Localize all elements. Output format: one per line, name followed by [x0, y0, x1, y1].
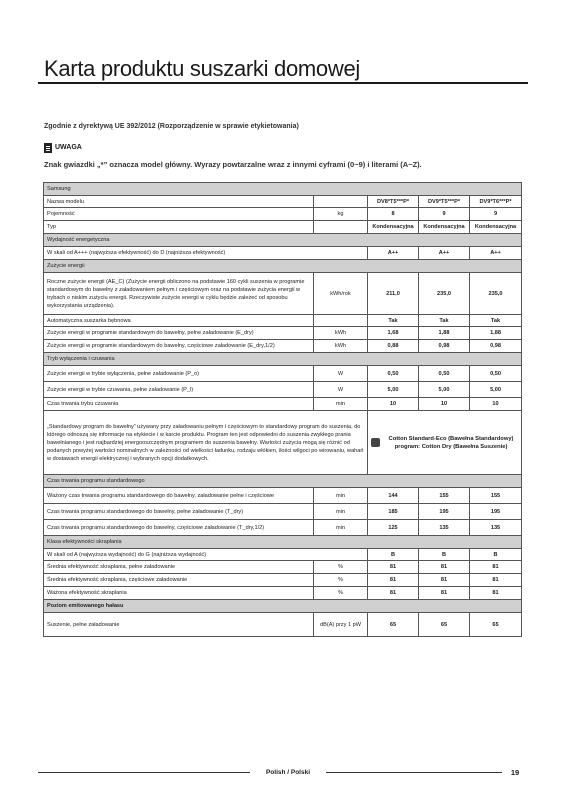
- cell-value: 211,0: [368, 273, 419, 315]
- page-footer: [38, 766, 528, 780]
- row-unit: min: [314, 504, 368, 520]
- row-label: Czas trwania programu standardowego do bawełny, częściowe załadowanie (T_dry,1/2): [44, 520, 314, 536]
- standard-program-note: „Standardowy program do bawełny” używany przy załadowaniu pełnym i częściowym to standardowy program do suszenia, do którego odnoszą się informacje na etykiecie i w karcie produktu. Program ten jest odpowiedni do suszenia zwykłego prania bawełnianego i jest najbardziej energooszczędnym programem do suszenia bawełny. Wartości zużycia mogą się różnić od podanych powyżej wartości nominalnych w zależności od wielkości ładunku, rodzaju włókien, ilości wilgoci po wirowaniu, wahań w dostawach energii elektrycznej i wybranych opcji dodatkowych.: [44, 411, 368, 475]
- product-fiche-table: [43, 182, 522, 637]
- cell-value: 65: [419, 613, 470, 637]
- standard-program-name: Cotton Standard-Eco (Bawełna Standardowy) program: Cotton Dry (Bawełna Suszenie): [388, 435, 514, 450]
- row-unit: dB(A) przy 1 pW: [314, 613, 368, 637]
- cell-value: 81: [419, 561, 470, 574]
- cell-value: 10: [368, 398, 419, 411]
- cell-value: 81: [368, 574, 419, 587]
- cell-value: A++: [470, 247, 522, 260]
- row-unit: kg: [314, 208, 368, 221]
- table-row: [44, 561, 522, 574]
- cell-value: Tak: [368, 315, 419, 327]
- cell-value: 9: [419, 208, 470, 221]
- table-row: [44, 613, 522, 637]
- section-program-time: [44, 475, 522, 488]
- cell-value: 0,98: [470, 340, 522, 353]
- note-heading: [44, 142, 82, 153]
- cell-value: 65: [368, 613, 419, 637]
- row-label: Automatyczna suszarka bębnowa: [44, 315, 314, 327]
- table-row: [44, 196, 522, 208]
- table-row: [44, 366, 522, 382]
- cell-value: 81: [470, 574, 522, 587]
- section-label: Wydajność energetyczna: [44, 234, 522, 247]
- cell-value: A++: [419, 247, 470, 260]
- note-label: UWAGA: [55, 144, 82, 151]
- row-label: Typ: [44, 221, 314, 234]
- table-row: [44, 488, 522, 504]
- section-condensation: [44, 536, 522, 549]
- row-label: Roczne zużycie energii (AE_C) (Zużycie energii obliczono na podstawie 160 cykli suszenia w programie standardowym do bawełny z załadowaniem pełnym i częściowym oraz na podstawie zużycia energii w trybach o niskim zużyciu energii. Rzeczywiste zużycie energii w cyklu będzie zależeć od sposobu wykorzystania urządzenia).: [44, 273, 314, 315]
- row-unit: W: [314, 366, 368, 382]
- table-row: [44, 327, 522, 340]
- table-row: [44, 520, 522, 536]
- cell-value: Kondensacyjna: [419, 221, 470, 234]
- section-modes: [44, 353, 522, 366]
- model-1-name: DV8*T5***P*: [368, 196, 419, 208]
- table-row: [44, 273, 522, 315]
- cell-value: 0,98: [419, 340, 470, 353]
- cell-value: 10: [419, 398, 470, 411]
- cell-value: 65: [470, 613, 522, 637]
- table-row: [44, 208, 522, 221]
- cell-value: B: [419, 549, 470, 561]
- cell-value: 0,88: [368, 340, 419, 353]
- section-energy-class: [44, 234, 522, 247]
- cell-value: 10: [470, 398, 522, 411]
- row-unit: [314, 221, 368, 234]
- section-label: Zużycie energii: [44, 260, 522, 273]
- info-icon: [371, 438, 380, 447]
- cell-value: 185: [368, 504, 419, 520]
- cell-value: 81: [470, 587, 522, 600]
- cell-value: 0,50: [419, 366, 470, 382]
- row-label: Pojemność: [44, 208, 314, 221]
- row-unit: W: [314, 382, 368, 398]
- model-3-name: DV9*T6***P*: [470, 196, 522, 208]
- section-brand: [44, 183, 522, 196]
- section-label: Tryb wyłączenia i czuwania: [44, 353, 522, 366]
- cell-value: Kondensacyjna: [368, 221, 419, 234]
- cell-value: 1,68: [368, 327, 419, 340]
- row-unit: %: [314, 587, 368, 600]
- row-unit: min: [314, 488, 368, 504]
- row-label: Nazwa modelu: [44, 196, 314, 208]
- row-label: Ważona efektywność skraplania: [44, 587, 314, 600]
- cell-value: 81: [368, 561, 419, 574]
- cell-value: 5,00: [470, 382, 522, 398]
- row-label: Czas trwania trybu czuwania: [44, 398, 314, 411]
- standard-program-box: [371, 435, 518, 451]
- row-unit: kWh: [314, 340, 368, 353]
- page-title: Karta produktu suszarki domowej: [38, 54, 528, 84]
- section-label: Poziom emitowanego hałasu: [44, 600, 522, 613]
- table-row: [44, 340, 522, 353]
- cell-value: 235,0: [470, 273, 522, 315]
- cell-value: B: [470, 549, 522, 561]
- table-row: [44, 398, 522, 411]
- row-label: Zużycie energii w programie standardowym do bawełny, częściowe załadowanie (E_dry,1/2): [44, 340, 314, 353]
- section-consumption: [44, 260, 522, 273]
- cell-value: 5,00: [419, 382, 470, 398]
- cell-value: 81: [470, 561, 522, 574]
- cell-value: 135: [419, 520, 470, 536]
- row-label: Ważony czas trwania programu standardowego do bawełny, załadowanie pełne i częściowe: [44, 488, 314, 504]
- row-unit: min: [314, 520, 368, 536]
- row-unit: %: [314, 561, 368, 574]
- table-row: [44, 221, 522, 234]
- cell-value: 5,00: [368, 382, 419, 398]
- table-row: [44, 247, 522, 260]
- model-2-name: DV9*T5***P*: [419, 196, 470, 208]
- row-label: Suszenie, pełne załadowanie: [44, 613, 314, 637]
- standard-program-cell: [368, 411, 522, 475]
- row-unit: [314, 196, 368, 208]
- cell-value: 8: [368, 208, 419, 221]
- row-unit: [314, 315, 368, 327]
- cell-value: 195: [419, 504, 470, 520]
- row-unit: %: [314, 574, 368, 587]
- row-label: Średnia efektywność skraplania, częściowe załadowanie: [44, 574, 314, 587]
- table-row: [44, 549, 522, 561]
- cell-value: 9: [470, 208, 522, 221]
- brand-label: Samsung: [44, 183, 522, 196]
- cell-value: Tak: [470, 315, 522, 327]
- cell-value: 0,50: [368, 366, 419, 382]
- row-unit: kWh/rok: [314, 273, 368, 315]
- row-label: W skali od A+++ (najwyższa efektywność) do D (najniższa efektywność): [44, 247, 368, 260]
- cell-value: 1,88: [419, 327, 470, 340]
- row-unit: min: [314, 398, 368, 411]
- section-noise: [44, 600, 522, 613]
- cell-value: 81: [368, 587, 419, 600]
- table-row: [44, 504, 522, 520]
- footer-language: Polish / Polski: [250, 766, 326, 780]
- section-label: Czas trwania programu standardowego: [44, 475, 522, 488]
- cell-value: 144: [368, 488, 419, 504]
- table-row: [44, 587, 522, 600]
- table-row: [44, 574, 522, 587]
- section-label: Klasa efektywności skraplania: [44, 536, 522, 549]
- row-label: Średnia efektywność skraplania, pełne załadowanie: [44, 561, 314, 574]
- cell-value: 195: [470, 504, 522, 520]
- intro-text: Zgodnie z dyrektywą UE 392/2012 (Rozporządzenie w sprawie etykietowania): [44, 123, 299, 130]
- cell-value: B: [368, 549, 419, 561]
- table-row: [44, 411, 522, 475]
- table-row: [44, 382, 522, 398]
- cell-value: 235,0: [419, 273, 470, 315]
- cell-value: 155: [470, 488, 522, 504]
- note-icon: [44, 143, 52, 153]
- row-unit: kWh: [314, 327, 368, 340]
- cell-value: 81: [419, 587, 470, 600]
- row-label: Zużycie energii w programie standardowym do bawełny, pełne załadowanie (E_dry): [44, 327, 314, 340]
- row-label: Czas trwania programu standardowego do bawełny, pełne załadowanie (T_dry): [44, 504, 314, 520]
- row-label: Zużycie energii w trybie wyłączenia, pełne załadowanie (P_o): [44, 366, 314, 382]
- cell-value: Kondensacyjna: [470, 221, 522, 234]
- cell-value: A++: [368, 247, 419, 260]
- cell-value: 0,50: [470, 366, 522, 382]
- cell-value: 155: [419, 488, 470, 504]
- cell-value: 135: [470, 520, 522, 536]
- row-label: Zużycie energii w trybie czuwania, pełne załadowanie (P_l): [44, 382, 314, 398]
- row-label: W skali od A (najwyższa wydajność) do G (najniższa wydajność): [44, 549, 368, 561]
- table-row: [44, 315, 522, 327]
- cell-value: 1,88: [470, 327, 522, 340]
- cell-value: 81: [419, 574, 470, 587]
- cell-value: 125: [368, 520, 419, 536]
- page-number: 19: [502, 766, 528, 780]
- cell-value: Tak: [419, 315, 470, 327]
- note-text: Znak gwiazdki „*” oznacza model główny. Wyrazy powtarzalne wraz z innymi cyframi (0~9) i literami (A~Z).: [44, 160, 422, 169]
